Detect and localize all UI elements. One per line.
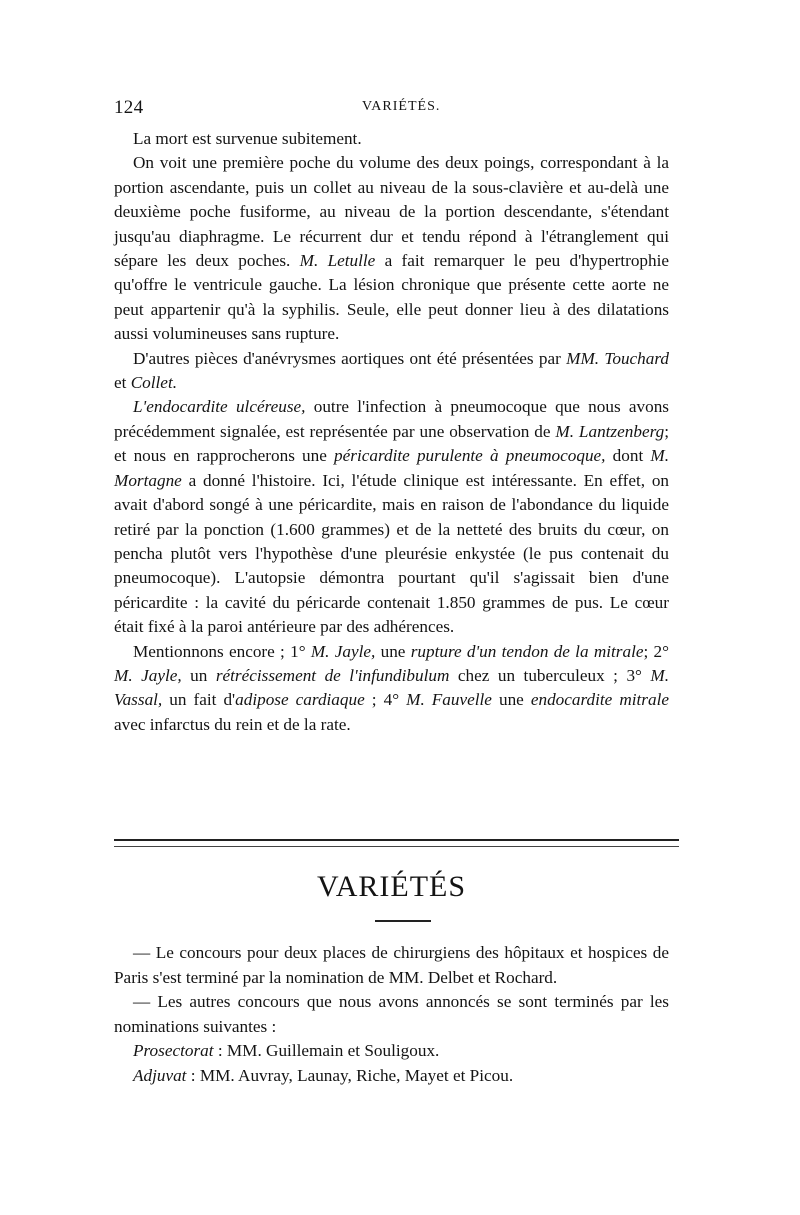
person-name: M. Letulle bbox=[299, 251, 376, 271]
article-body bbox=[114, 127, 669, 737]
section-divider-thin bbox=[114, 846, 679, 847]
running-head: VARIÉTÉS. bbox=[362, 99, 441, 114]
page-header bbox=[114, 97, 669, 121]
paragraph-2: On voit une première poche du volume des deux poings, correspondant à la portion ascendante, puis un collet au niveau de la sous-clavière et au-delà une deuxième poche fusiforme, au niveau de la portion descendante, s'étendant jusqu'au diaphragme. Le récurrent dur et tendu répond à l'étranglement qui sépare les deux poches. M. Letulle a fait remarquer le peu d'hypertrophie qu'offre le ventricule gauche. La lésion chronique que présente cette aorte ne peut appartenir qu'à la syphilis. Seule, elle peut donner lieu à des dilatations aussi volumineuses sans rupture. bbox=[114, 153, 670, 344]
paragraph-3: D'autres pièces d'anévrysmes aortiques ont été présentées par MM. Touchard et Collet. bbox=[114, 348, 670, 393]
section-title: VARIÉTÉS bbox=[316, 870, 467, 903]
section-divider-thick bbox=[114, 839, 679, 841]
person-name: M. Mortagne bbox=[114, 446, 670, 490]
varietes-paragraph-2: — Les autres concours que nous avons annoncés se sont terminés par les nominations suivantes : bbox=[114, 992, 669, 1036]
paragraph-4: L'endocardite ulcéreuse, outre l'infection à pneumocoque que nous avons précédemment signalée, est représentée par une observation de M. Lantzenberg; et nous en rapprocherons une péricardite purulente à pneumocoque, dont M. Mortagne a donné l'histoire. Ici, l'étude clinique est intéressante. En effet, on avait d'abord songé à une péricardite, mais en raison de l'abondance du liquide retiré par la ponction (1.600 grammes) et de la netteté des bruits du cœur, on pencha plutôt vers l'hypothèse d'une pleurésie enkystée (le pus contenait du pneumocoque). L'autopsie démontra pourtant qu'il s'agissait bien d'une péricardite : la cavité du péricarde contenait 1.850 grammes de pus. Le cœur était fixé à la paroi antérieure par des adhérences. bbox=[114, 397, 670, 637]
page-number: 124 bbox=[114, 97, 144, 118]
paragraph-1: La mort est survenue subitement. bbox=[133, 129, 362, 148]
person-name: M. Lantzenberg bbox=[555, 421, 665, 441]
varietes-section bbox=[114, 941, 669, 1089]
title-underline bbox=[375, 920, 431, 922]
nomination-line-adjuvat: Adjuvat : MM. Auvray, Launay, Riche, Mayet et Picou. bbox=[133, 1065, 514, 1085]
person-name: MM. Touchard bbox=[566, 348, 670, 368]
varietes-paragraph-1: — Le concours pour deux places de chirurgiens des hôpitaux et hospices de Paris s'est terminé par la nomination de MM. Delbet et Rochard. bbox=[114, 943, 669, 987]
paragraph-5: Mentionnons encore ; 1° M. Jayle, une rupture d'un tendon de la mitrale; 2° M. Jayle, un rétrécissement de l'infundibulum chez un tuberculeux ; 3° M. Vassal, un fait d'adipose cardiaque ; 4° M. Fauvelle une endocardite mitrale avec infarctus du rein et de la rate. bbox=[114, 641, 670, 734]
nomination-line-prosectorat: Prosectorat : MM. Guillemain et Souligoux. bbox=[133, 1041, 440, 1061]
person-name: Collet. bbox=[130, 373, 178, 393]
